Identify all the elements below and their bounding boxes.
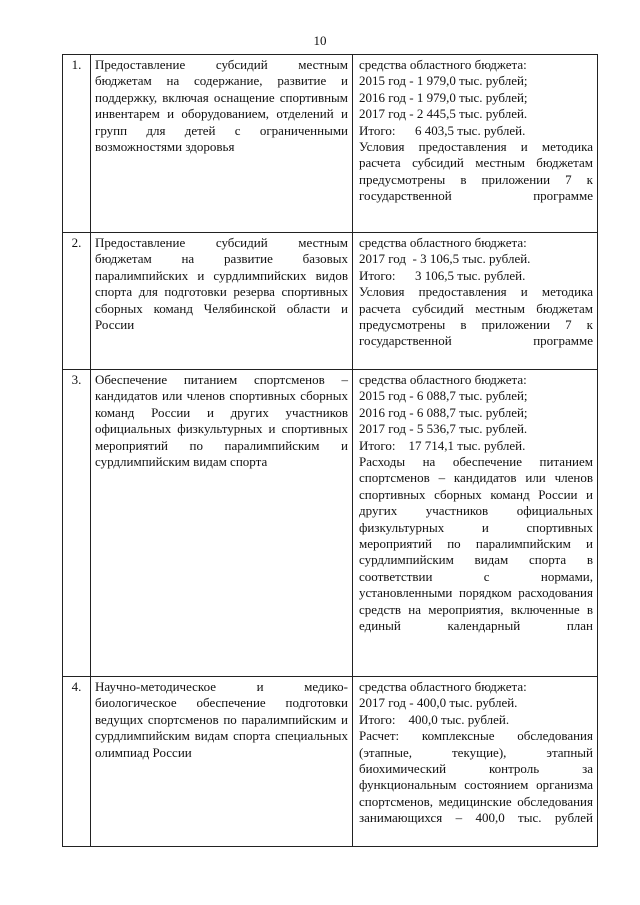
row-number: 1. — [63, 55, 91, 233]
funding-total: Итого: 17 714,1 тыс. рублей. — [359, 437, 526, 453]
funding-note: Расчет: комплексные обследования (этапные, текущие), этапный биохимический контроль за функциональным состоянием организма спортсменов, медицинские обследования занимающихся – 400,0 тыс. рублей — [359, 728, 593, 826]
table-row — [63, 55, 598, 233]
activity-name: Обеспечение питанием спортсменов – кандидатов или членов спортивных сборных команд России и других участников официальных физкультурных и спортивных мероприятий по паралимпийским и сурдлимпийским видам спорта — [91, 370, 353, 677]
funding-total: Итого: 400,0 тыс. рублей. — [359, 711, 510, 727]
funding-total: Итого: 6 403,5 тыс. рублей. — [359, 122, 526, 138]
funding-line: средства областного бюджета: — [359, 57, 527, 72]
funding-line: 2017 год - 3 106,5 тыс. рублей. — [359, 251, 531, 267]
table-row — [63, 370, 598, 677]
funding-cell — [353, 233, 598, 370]
funding-total: Итого: 3 106,5 тыс. рублей. — [359, 267, 526, 283]
funding-cell — [353, 55, 598, 233]
funding-note: Условия предоставления и методика расчета субсидий местным бюджетам предусмотрены в приложении 7 к государственной программе — [359, 284, 593, 349]
funding-note: Расходы на обеспечение питанием спортсменов – кандидатов или членов спортивных сборных команд России и других участников официальных физкультурных и спортивных мероприятий по паралимпийским и сурдлимпийским видам спорта в соответствии с нормами, установленными порядком расходования средств на мероприятия, включенные в единый календарный план — [359, 454, 593, 634]
row-number: 2. — [63, 233, 91, 370]
funding-line: 2016 год - 1 979,0 тыс. рублей; — [359, 89, 528, 105]
funding-line: 2015 год - 1 979,0 тыс. рублей; — [359, 73, 528, 89]
activity-name: Научно-методическое и медико-биологическое обеспечение подготовки ведущих спортсменов по паралимпийским и сурдлимпийским видам спорта специальных олимпиад России — [91, 677, 353, 847]
funding-line: средства областного бюджета: — [359, 235, 527, 250]
funding-line: 2017 год - 5 536,7 тыс. рублей. — [359, 421, 528, 437]
funding-note: Условия предоставления и методика расчета субсидий местным бюджетам предусмотрены в приложении 7 к государственной программе — [359, 139, 593, 204]
funding-line: средства областного бюджета: — [359, 679, 527, 694]
program-table — [62, 54, 598, 847]
page-number: 10 — [313, 33, 327, 48]
funding-cell — [353, 677, 598, 847]
funding-line: 2017 год - 400,0 тыс. рублей. — [359, 695, 518, 711]
activity-name: Предоставление субсидий местным бюджетам на развитие базовых паралимпийских и сурдлимпийских видов спорта для подготовки резерва спортивных сборных команд Челябинской области и России — [91, 233, 353, 370]
funding-line: 2015 год - 6 088,7 тыс. рублей; — [359, 388, 528, 404]
table-row — [63, 677, 598, 847]
funding-line: средства областного бюджета: — [359, 372, 527, 387]
row-number: 4. — [63, 677, 91, 847]
table-row — [63, 233, 598, 370]
row-number: 3. — [63, 370, 91, 677]
funding-cell — [353, 370, 598, 677]
activity-name: Предоставление субсидий местным бюджетам на содержание, развитие и поддержку, включая оснащение спортивным инвентарем и оборудованием, отделений и групп для детей с ограниченными возможностями здоровья — [91, 55, 353, 233]
funding-line: 2017 год - 2 445,5 тыс. рублей. — [359, 106, 528, 122]
funding-line: 2016 год - 6 088,7 тыс. рублей; — [359, 404, 528, 420]
